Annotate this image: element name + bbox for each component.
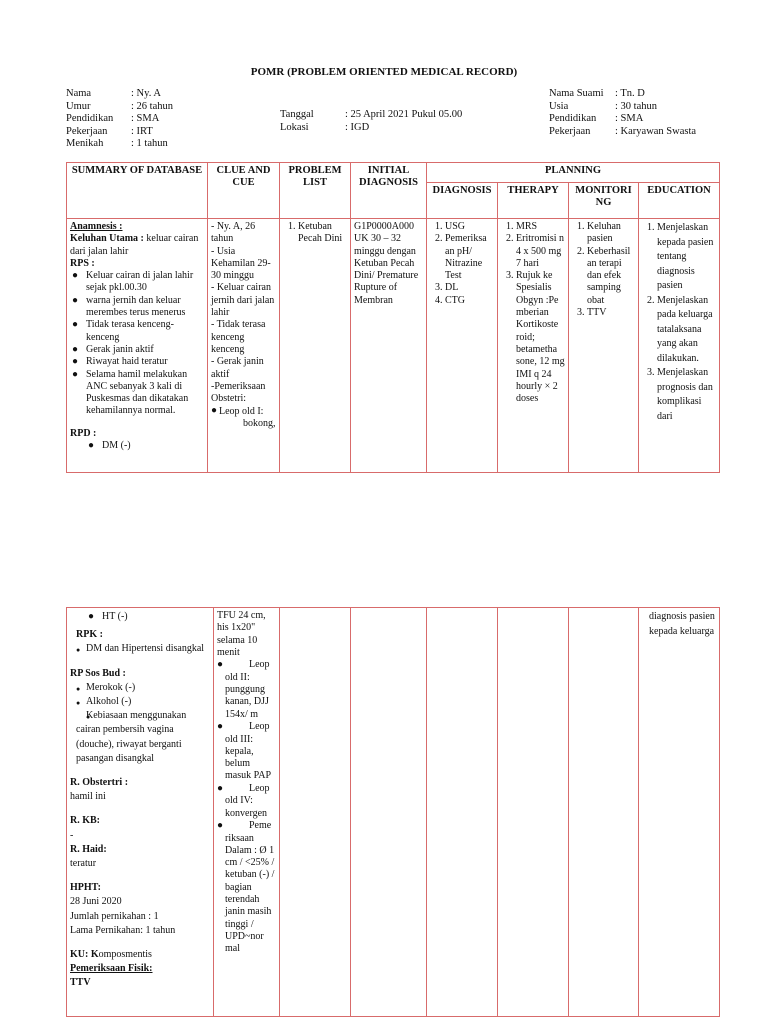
- marriage-length: Lama Pernikahan: 1 tahun: [70, 924, 176, 936]
- header-planning: PLANNING: [427, 163, 720, 183]
- list-item: ● HT (-): [88, 610, 210, 624]
- monitoring-cell-cont: [569, 608, 639, 1017]
- leopold-1: ● Leop old I: bokong,: [211, 405, 276, 430]
- list-item: 3. DL: [445, 282, 494, 294]
- list-item: ● DM (-): [88, 440, 204, 452]
- list-item: ● Riwayat haid teratur: [72, 356, 204, 368]
- visit-date-label: Tanggal: [280, 109, 314, 120]
- header-diagnosis: DIAGNOSIS: [427, 183, 498, 219]
- diagnosis-plan-cell: [427, 219, 498, 473]
- physical-exam-heading: Pemeriksaan Fisik:: [70, 963, 153, 975]
- list-item: 3. TTV: [587, 307, 635, 319]
- initial-diagnosis-cell: G1P0000A000 UK 30 – 32 minggu dengan Ketuban Pecah Dini/ Premature Rupture of Membran: [351, 219, 427, 473]
- list-item: 2. Pemeriksa an pH/ Nitrazine Test: [445, 233, 494, 282]
- list-item: 1. Keluhan pasien: [587, 221, 635, 246]
- husband-education-value: : SMA: [615, 113, 644, 124]
- header-initial-diagnosis: INITIAL DIAGNOSIS: [351, 163, 427, 219]
- list-item: ● DM dan Hipertensi disangkal: [76, 642, 210, 656]
- list-item: ● Keluar cairan di jalan lahir sejak pkl.00.30: [72, 270, 204, 295]
- patient-job-value: : IRT: [131, 125, 153, 137]
- monitoring-list: [572, 221, 635, 319]
- list-item: 2. Keberhasil an terapi dan efek samping obat: [587, 246, 635, 307]
- leopold-3: ● Leop old III: kepala, belum masuk PAP: [217, 721, 276, 783]
- clue-item: - Ny. A, 26 tahun: [211, 221, 256, 245]
- pomr-table-page1: [66, 162, 720, 473]
- tfu-text: TFU 24 cm, his 1x20" selama 10 menit: [217, 610, 266, 658]
- header-education: EDUCATION: [639, 183, 720, 219]
- summary-cell-cont: [67, 608, 214, 1017]
- visit-date-value: : 25 April 2021 Pukul 05.00: [345, 109, 463, 120]
- husband-name-label: Nama Suami: [549, 88, 604, 99]
- pomr-table-page2: [66, 607, 720, 1017]
- ku-line: KU: Komposmentis: [70, 949, 152, 961]
- rps-list: [70, 270, 204, 418]
- leopold-2: ● Leop old II: punggung kanan, DJJ 154x/ m: [217, 659, 276, 721]
- patient-married-value: : 1 tahun: [131, 138, 168, 149]
- husband-job-value: : Karyawan Swasta: [615, 125, 697, 137]
- haid-value: teratur: [70, 858, 97, 870]
- list-item: 1. Ketuban Pecah Dini: [298, 221, 347, 246]
- husband-info: [549, 88, 696, 138]
- rpk-list: [70, 642, 210, 656]
- anamnesis-heading: Anamnesis :: [70, 221, 123, 232]
- list-item: ● Tidak terasa kenceng-kenceng: [72, 319, 204, 344]
- rpd-heading: RPD :: [70, 427, 97, 439]
- patient-name-value: : Ny. A: [131, 88, 161, 99]
- list-item: 1. USG: [445, 221, 494, 233]
- list-item: ● Selama hamil melakukan ANC sebanyak 3 kali di Puskesmas dan dikatakan kehamilannya normal.: [72, 369, 204, 418]
- clue-item: - Usia Kehamilan 29-30 minggu: [211, 245, 271, 282]
- husband-age-value: : 30 tahun: [615, 100, 657, 112]
- list-item: 1. MRS: [516, 221, 565, 233]
- education-list: [642, 221, 716, 424]
- husband-job-label: Pekerjaan: [549, 125, 591, 137]
- obstetri-value: hamil ini: [70, 791, 106, 803]
- patient-married-label: Menikah: [66, 138, 104, 149]
- rps-heading: RPS :: [70, 257, 95, 269]
- patient-age-value: : 26 tahun: [131, 100, 173, 112]
- list-item: 3. Rujuk ke Spesialis Obgyn :Pe mberian Kortikoste roid; betametha sone, 12 mg IMI q 24 hourly × 2 doses: [516, 270, 565, 405]
- rpk-heading: RPK :: [76, 629, 103, 641]
- clue-item: - Keluar cairan jernih dari jalan lahir: [211, 282, 275, 319]
- header-clue: CLUE AND CUE: [208, 163, 280, 219]
- clue-cell-cont: [214, 608, 280, 1017]
- header-problem: PROBLEM LIST: [280, 163, 351, 219]
- clue-item: -Pemeriksaan Obstetri:: [211, 380, 266, 405]
- patient-education-label: Pendidikan: [66, 113, 114, 124]
- list-item: 4. CTG: [445, 295, 494, 307]
- patient-name-label: Nama: [66, 88, 92, 99]
- list-item: 3. Menjelaskan prognosis dan komplikasi dari: [657, 366, 716, 424]
- header-therapy: THERAPY: [498, 183, 569, 219]
- clue-item: - Gerak janin aktif: [211, 356, 264, 380]
- list-item: 1. Menjelaskan kepada pasien tentang diagnosis pasien: [657, 221, 716, 294]
- header-monitoring: MONITORING: [569, 183, 639, 219]
- list-item: 2. Eritromisi n 4 x 500 mg 7 hari: [516, 233, 565, 270]
- ttv-heading: TTV: [70, 977, 91, 989]
- keluhan-utama: Keluhan Utama : keluar cairan dari jalan lahir: [70, 233, 199, 257]
- husband-education-label: Pendidikan: [549, 113, 597, 124]
- problem-cell: [280, 219, 351, 473]
- patient-info: [66, 88, 173, 151]
- kb-heading: R. KB:: [70, 815, 100, 827]
- husband-age-label: Usia: [549, 100, 569, 112]
- marriage-count: Jumlah pernikahan : 1: [70, 910, 159, 922]
- diagnosis-list: [430, 221, 494, 307]
- education-cell-cont: diagnosis pasien kepada keluarga: [639, 608, 720, 1017]
- list-item: ● Merokok (-): [76, 681, 210, 695]
- therapy-cell-cont: [498, 608, 569, 1017]
- problem-cell-cont: [280, 608, 351, 1017]
- patient-job-label: Pekerjaan: [66, 125, 108, 137]
- clue-cell: [208, 219, 280, 473]
- obstetri-heading: R. Obstertri :: [70, 777, 129, 789]
- rpd-list-cont: [70, 610, 210, 624]
- patient-age-label: Umur: [66, 100, 91, 112]
- rpd-list: [70, 440, 204, 452]
- visit-info: [280, 109, 462, 134]
- haid-heading: R. Haid:: [70, 843, 107, 855]
- hpht-date: 28 Juni 2020: [70, 896, 122, 908]
- rpsos-heading: RP Sos Bud :: [70, 667, 126, 679]
- kb-value: -: [70, 829, 74, 841]
- monitoring-cell: [569, 219, 639, 473]
- therapy-cell: [498, 219, 569, 473]
- rpsos-list: [70, 681, 210, 766]
- summary-cell: [67, 219, 208, 473]
- initial-diagnosis-cell-cont: [351, 608, 427, 1017]
- hpht-heading: HPHT:: [70, 882, 101, 894]
- header-summary: SUMMARY OF DATABASE: [67, 163, 208, 219]
- page-title: POMR (PROBLEM ORIENTED MEDICAL RECORD): [250, 66, 518, 78]
- list-item: ● Gerak janin aktif: [72, 344, 204, 356]
- list-item: ● Alkohol (-): [76, 695, 210, 709]
- diagnosis-plan-cell-cont: [427, 608, 498, 1017]
- leopold-4: ● Leop old IV: konvergen: [217, 783, 276, 820]
- list-item: ● warna jernih dan keluar merembes terus menerus: [72, 295, 204, 320]
- list-item: ● Kebiasaan menggunakan cairan pembersih vagina (douche), riwayat berganti pasangan disangkal: [76, 709, 210, 766]
- clue-item: - Tidak terasa kenceng kenceng: [211, 319, 266, 355]
- education-cell: [639, 219, 720, 473]
- list-item: 2. Menjelaskan pada keluarga tatalaksana yang akan dilakukan.: [657, 294, 716, 367]
- vaginal-exam: ● Peme riksaan Dalam : Ø 1 cm / <25% / ketuban (-) / bagian terendah janin masih tinggi / UPD~nor mal: [217, 820, 276, 956]
- therapy-list: [501, 221, 565, 405]
- patient-education-value: : SMA: [131, 113, 160, 124]
- husband-name-value: : Tn. D: [615, 88, 645, 99]
- visit-location-value: : IGD: [345, 121, 370, 133]
- problem-list: [283, 221, 347, 246]
- visit-location-label: Lokasi: [280, 121, 309, 133]
